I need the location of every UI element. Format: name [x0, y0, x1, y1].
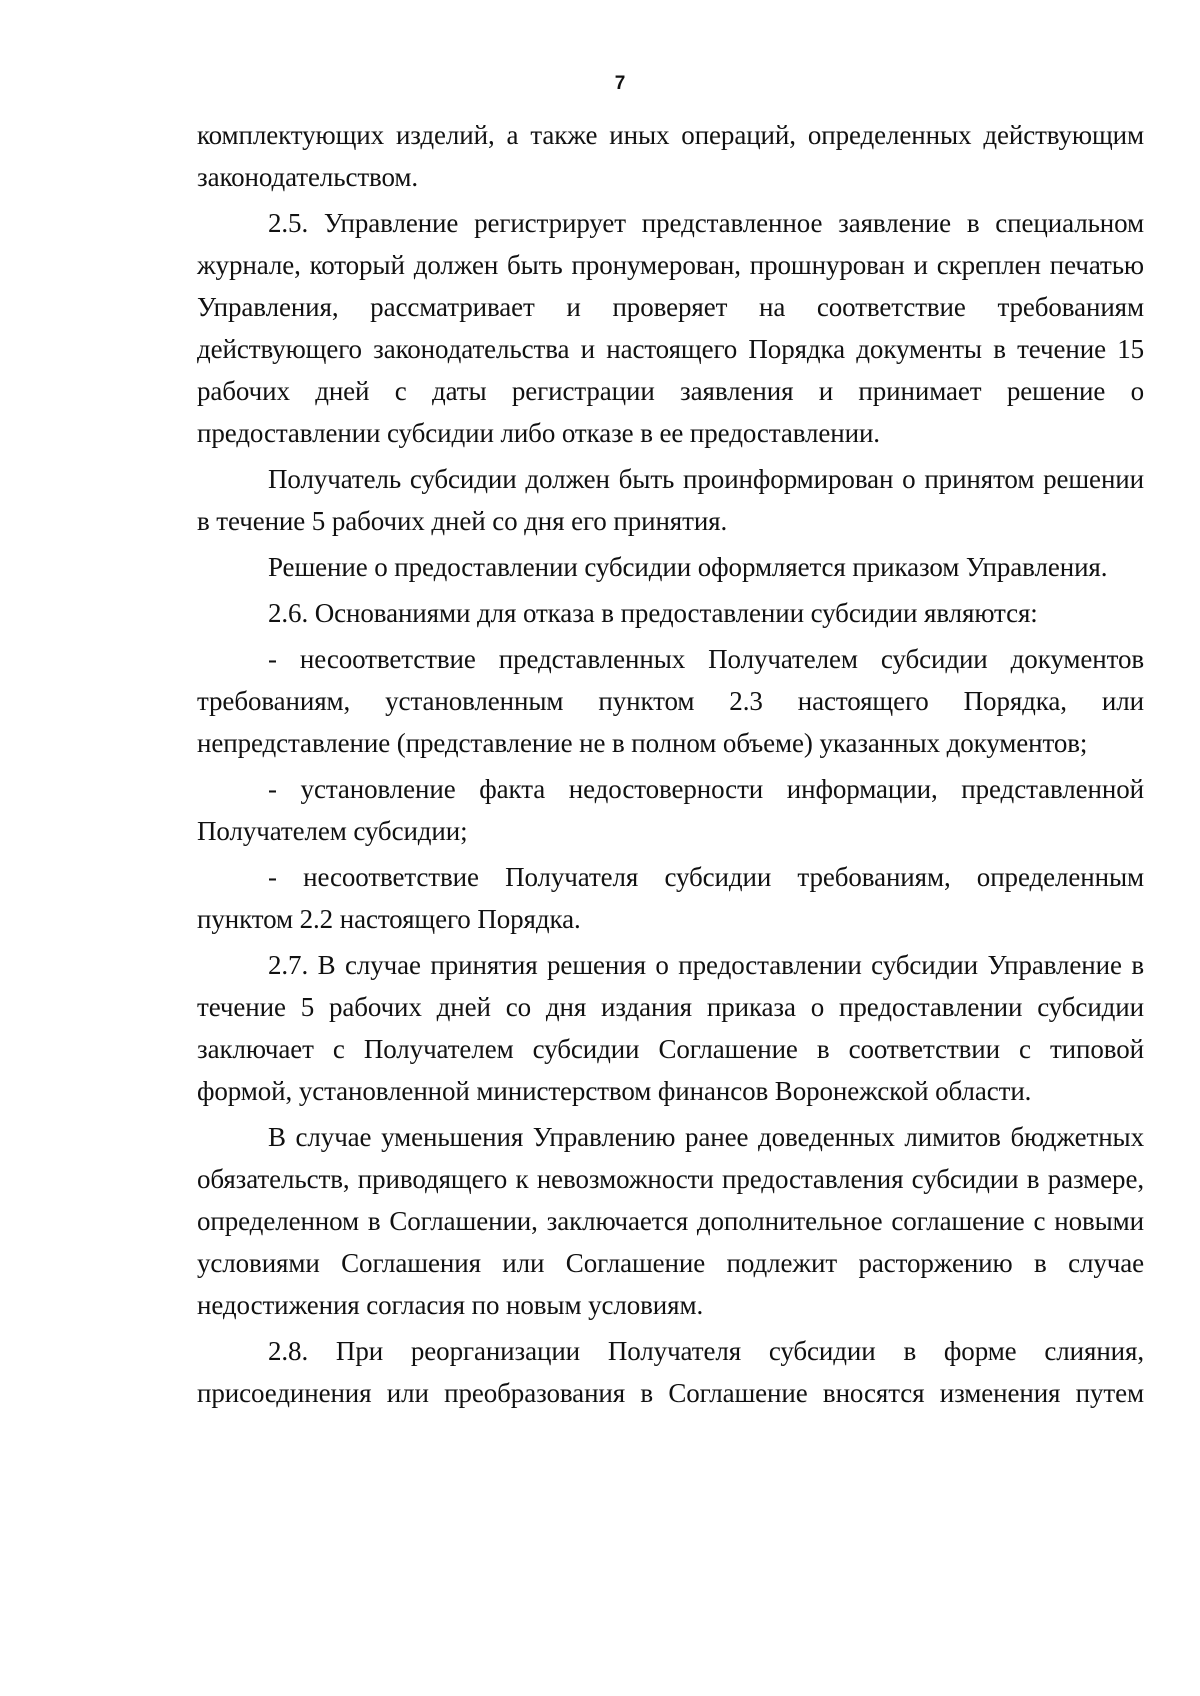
paragraph-2-8: 2.8. При реорганизации Получателя субсидии в форме слияния, присоединения или преобразования в Соглашение вносятся изменения путем [197, 1336, 1144, 1408]
paragraph-notification: Получатель субсидии должен быть проинформирован о принятом решении в течение 5 рабочих дней со дня его принятия. [197, 464, 1144, 536]
paragraph-2-7: 2.7. В случае принятия решения о предоставлении субсидии Управление в течение 5 рабочих дней со дня издания приказа о предоставлении субсидии заключает с Получателем субсидии Соглашение в соответствии с типовой формой, установленной министерством финансов Воронежской области. [197, 950, 1144, 1106]
paragraph-2-5: 2.5. Управление регистрирует представленное заявление в специальном журнале, который должен быть пронумерован, прошнурован и скреплен печатью Управления, рассматривает и проверяет на соответствие требованиям действующего законодательства и настоящего Порядка документы в течение 15 рабочих дней с даты регистрации заявления и принимает решение о предоставлении субсидии либо отказе в ее предоставлении. [197, 208, 1144, 448]
list-item-documents-mismatch: - несоответствие представленных Получателем субсидии документов требованиям, установленным пунктом 2.3 настоящего Порядка, или непредставление (представление не в полном объеме) указанных документов; [197, 644, 1144, 758]
list-item-recipient-mismatch: - несоответствие Получателя субсидии требованиям, определенным пунктом 2.2 настоящего Порядка. [197, 862, 1144, 934]
document-body [197, 114, 1144, 1418]
paragraph-decision-order: Решение о предоставлении субсидии оформляется приказом Управления. [268, 552, 1108, 582]
paragraph-2-6: 2.6. Основаниями для отказа в предоставлении субсидии являются: [268, 598, 1038, 628]
paragraph-limits-reduction: В случае уменьшения Управлению ранее доведенных лимитов бюджетных обязательств, приводящего к невозможности предоставления субсидии в размере, определенном в Соглашении, заключается дополнительное соглашение с новыми условиями Соглашения или Соглашение подлежит расторжению в случае недостижения согласия по новым условиям. [197, 1122, 1144, 1320]
list-item-false-information: - установление факта недостоверности информации, представленной Получателем субсидии; [197, 774, 1144, 846]
paragraph-continuation: комплектующих изделий, а также иных операций, определенных действующим законодательством. [197, 120, 1144, 192]
page-number: 7 [614, 73, 626, 94]
